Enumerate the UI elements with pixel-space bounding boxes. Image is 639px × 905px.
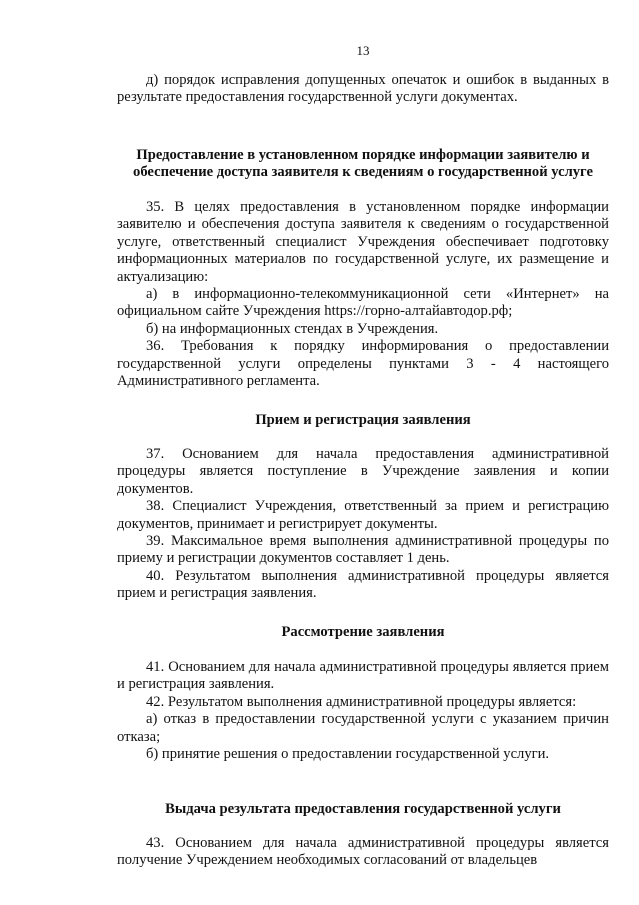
paragraph: 40. Результатом выполнения административной процедуры является прием и регистрация заявления. [117,567,609,602]
text-block [117,199,609,390]
paragraph: а) в информационно-телекоммуникационной сети «Интернет» на официальном сайте Учреждения https://горно-алтайавтодор.рф; [117,286,609,320]
heading-line: Рассмотрение заявления [281,624,445,640]
page-number: 13 [356,43,370,58]
paragraph: 35. В целях предоставления в установленном порядке информации заявителю и обеспечения доступа заявителя к сведениям о государственной услуге, ответственный специалист Учреждения обеспечивает подготовку информационных материалов по государственной услуге, их размещение и актуализацию: [117,199,609,285]
paragraph: а) отказ в предоставлении государственной услуги с указанием причин отказа; [117,711,609,745]
heading-line: Прием и регистрация заявления [255,412,471,428]
section-heading [117,147,609,182]
section-heading [117,412,609,429]
paragraph: 36. Требования к порядку информирования о предоставлении государственной услуги определены пунктами 3 - 4 настоящего Административного регламента. [117,338,609,390]
paragraph: б) на информационных стендах в Учреждения. [146,320,439,337]
paragraph: 37. Основанием для начала предоставления административной процедуры является поступление в Учреждение заявления и копии документов. [117,446,609,497]
paragraph: 38. Специалист Учреждения, ответственный за прием и регистрацию документов, принимает и регистрирует документы. [117,498,609,532]
paragraph: д) порядок исправления допущенных опечаток и ошибок в выданных в результате предоставления государственной услуги документах. [117,72,609,106]
paragraph: б) принятие решения о предоставлении государственной услуги. [146,746,550,763]
text-block [117,659,609,763]
heading-line: обеспечение доступа заявителя к сведениям о государственной услуге [133,164,593,181]
paragraph: 43. Основанием для начала административной процедуры является получение Учреждением необходимых согласований от владельцев [117,835,609,869]
text-block [117,835,609,870]
document-page [117,0,609,905]
text-block [117,72,609,107]
section-heading [117,624,609,641]
paragraph: 41. Основанием для начала административной процедуры является прием и регистрация заявления. [117,659,609,693]
heading-line: Предоставление в установленном порядке информации заявителю и [136,147,590,163]
heading-line: Выдача результата предоставления государственной услуги [165,801,561,817]
paragraph: 39. Максимальное время выполнения административной процедуры по приему и регистрации документов составляет 1 день. [117,533,609,567]
section-heading [117,801,609,818]
paragraph: 42. Результатом выполнения административной процедуры является: [146,693,577,710]
text-block [117,446,609,603]
